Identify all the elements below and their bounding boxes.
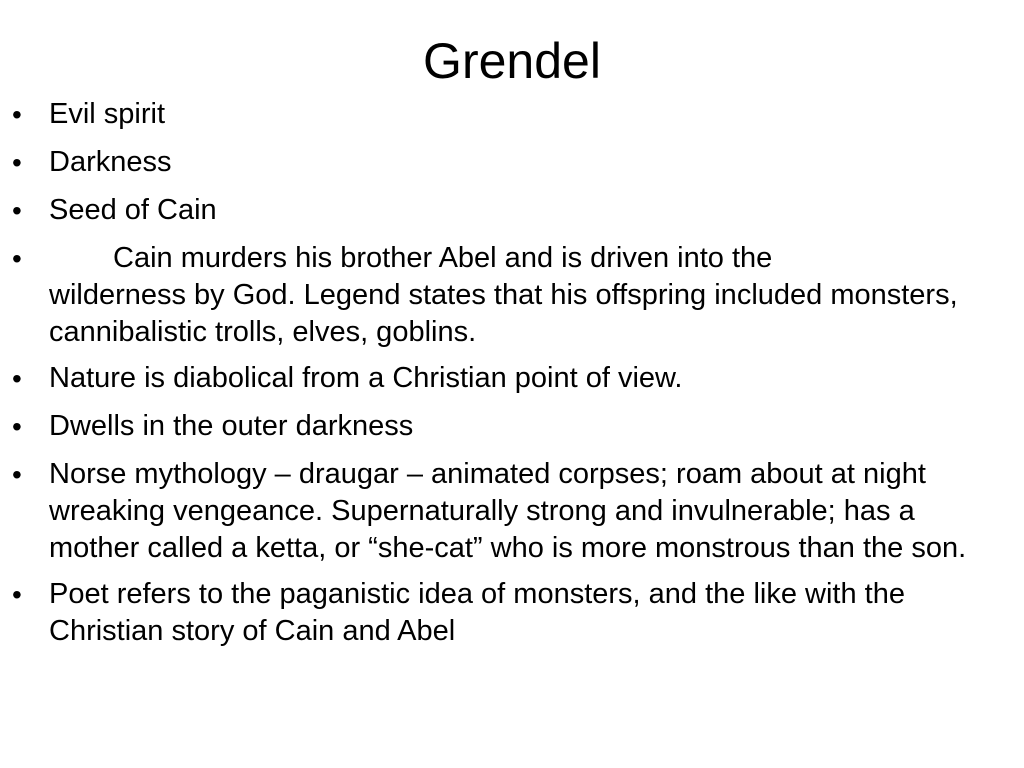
bullet-icon: • xyxy=(12,459,22,490)
bullet-item-outer-darkness xyxy=(12,408,1002,445)
slide-title: Grendel xyxy=(423,33,601,89)
bullet-text: Poet refers to the paganistic idea of monsters, and the like with the Christian story of Cain and Abel xyxy=(49,578,905,647)
bullet-text: Evil spirit xyxy=(49,98,166,130)
bullet-text: Darkness xyxy=(49,146,172,178)
bullet-icon: • xyxy=(12,243,22,274)
bullet-icon: • xyxy=(12,579,22,610)
bullet-icon: • xyxy=(12,363,22,394)
bullet-text: Norse mythology – draugar – animated corpses; roam about at night wreaking vengeance. Supernaturally strong and invulnerable; has a mother called a ketta, or “she-cat” who is more monstrous than the son. xyxy=(49,458,967,564)
bullet-item-evil-spirit xyxy=(12,96,1002,133)
bullet-text-continued: wilderness by God. Legend states that his offspring included monsters, cannibalistic trolls, elves, goblins. xyxy=(49,279,958,348)
bullet-item-darkness xyxy=(12,144,1002,181)
bullet-text: Nature is diabolical from a Christian point of view. xyxy=(49,362,683,394)
bullet-list xyxy=(12,96,1002,661)
bullet-text: Seed of Cain xyxy=(49,194,217,226)
bullet-item-poet-refers xyxy=(12,576,1002,650)
bullet-icon: • xyxy=(12,99,22,130)
bullet-item-seed-of-cain xyxy=(12,192,1002,229)
bullet-icon: • xyxy=(12,147,22,178)
bullet-item-cain-murders xyxy=(12,240,1002,351)
bullet-icon: • xyxy=(12,411,22,442)
bullet-item-norse-mythology xyxy=(12,456,1002,567)
bullet-icon: • xyxy=(12,195,22,226)
bullet-item-nature-diabolical xyxy=(12,360,1002,397)
bullet-text: Dwells in the outer darkness xyxy=(49,410,414,442)
bullet-text-first-line: Cain murders his brother Abel and is driven into the xyxy=(113,242,773,274)
